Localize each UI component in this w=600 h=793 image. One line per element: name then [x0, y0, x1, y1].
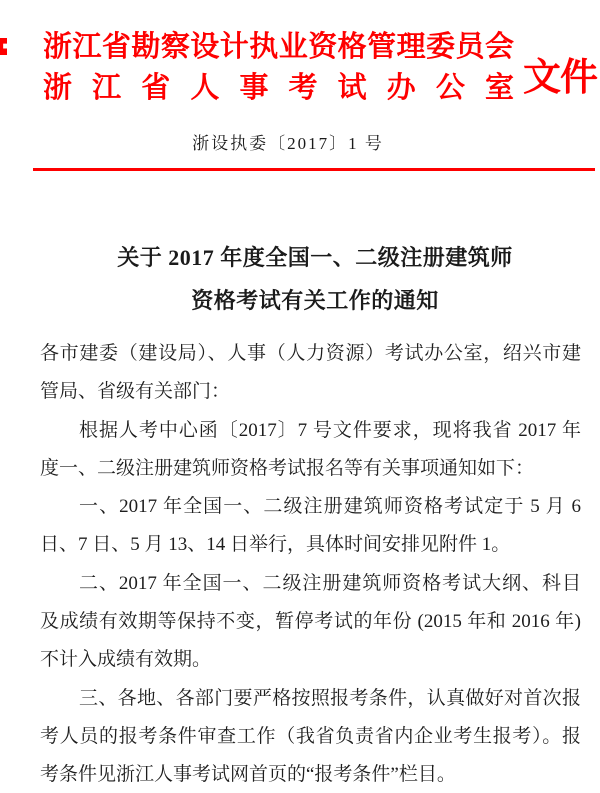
body-line: 考人员的报考条件审查工作（我省负责省内企业考生报考）。报	[40, 725, 581, 747]
body-line: 度一、二级注册建筑师资格考试报名等有关事项通知如下：	[40, 457, 535, 479]
body-line: 一、2017 年全国一、二级注册建筑师资格考试定于 5 月 6	[79, 496, 581, 518]
red-divider-rule	[33, 168, 595, 171]
body-line: 管局、省级有关部门：	[40, 381, 231, 403]
document-number: 浙设执委〔2017〕1 号	[192, 134, 384, 153]
body-line: 考条件见浙江人事考试网首页的“报考条件”栏目。	[40, 764, 456, 786]
red-edge-mark	[0, 38, 7, 55]
document-type-label: 文件	[523, 57, 598, 99]
body-line: 三、各地、各部门要严格按照报考条件，认真做好对首次报	[79, 687, 581, 709]
org-name-line1: 浙江省勘察设计执业资格管理委员会	[43, 31, 514, 63]
body-line: 二、2017 年全国一、二级注册建筑师资格考试大纲、科目	[79, 572, 581, 594]
body-line: 根据人考中心函〔2017〕7 号文件要求，现将我省 2017 年	[79, 419, 581, 441]
document-title-line2: 资格考试有关工作的通知	[191, 288, 439, 313]
document-body	[40, 335, 581, 793]
document-title	[30, 236, 600, 322]
org-name-line2: 浙江省人事考试办公室	[43, 72, 514, 104]
body-line: 及成绩有效期等保持不变，暂停考试的年份 (2015 年和 2016 年)	[40, 611, 581, 633]
body-line: 不计入成绩有效期。	[40, 649, 212, 671]
letterhead	[43, 27, 514, 109]
document-title-line1: 关于 2017 年度全国一、二级注册建筑师	[117, 245, 513, 270]
body-line: 各市建委（建设局）、人事（人力资源）考试办公室，绍兴市建	[40, 343, 581, 364]
body-line: 日、7 日、5 月 13、14 日举行，具体时间安排见附件 1。	[40, 534, 511, 556]
